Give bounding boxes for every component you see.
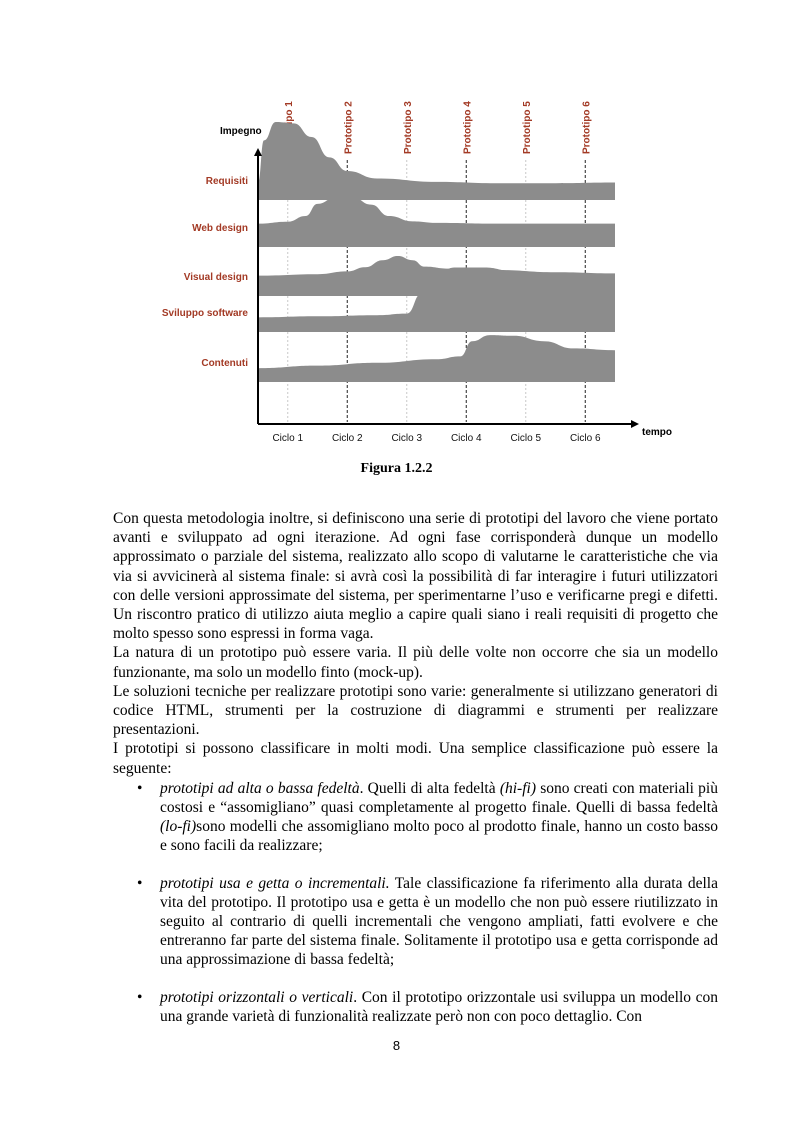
list-item-text: Tale classificazione fa riferimento alla durata della vita del prototipo. Il prototipo usa e getta è un modello che non può essere riutilizzato in seguito al contrario di quelli incrementali che vengono ampliati, fatti evolvere e che entreranno far parte del sistema finale. Solitamente il prototipo usa e getta corrisponde ad una approssimazione di bassa fedeltà; (160, 874, 718, 969)
list-item-title: prototipi usa e getta o incrementali. (160, 874, 390, 892)
prototype-label-2: Prototipo 2 (343, 101, 355, 154)
paragraph-3: Le soluzioni tecniche per realizzare prototipi sono varie: generalmente si utilizzano generatori di codice HTML, strumenti per la costruzione di diagrammi e strumenti per realizzare presentazioni. (113, 682, 718, 739)
cycle-label-5: Ciclo 5 (510, 433, 542, 444)
cycle-label-1: Ciclo 1 (272, 433, 304, 444)
series-label: Visual design (183, 272, 248, 283)
classification-list (113, 779, 718, 1026)
page-number: 8 (392, 1038, 401, 1053)
figure-caption: Figura 1.2.2 (360, 461, 433, 476)
prototype-label-3: Prototipo 3 (402, 101, 414, 154)
list-item-term: (hi-fi) (499, 779, 536, 797)
series-label: Sviluppo software (161, 308, 248, 319)
y-axis-arrow-icon (254, 148, 262, 156)
series-label: Requisiti (205, 176, 248, 187)
prototype-label-4: Prototipo 4 (462, 101, 474, 154)
figure-1-2-2-chart (150, 92, 690, 452)
cycle-label-2: Ciclo 2 (331, 433, 363, 444)
cycle-label-3: Ciclo 3 (391, 433, 423, 444)
paragraph-1: Con questa metodologia inoltre, si definiscono una serie di prototipi del lavoro che viene portato avanti e sviluppato ad ogni iterazione. Ad ogni fase corrisponderà dunque un modello approssimato o parziale del sistema, realizzato allo scopo di valutarne le caratteristiche che via via si avvicinerà al sistema finale: si avrà così la possibilità di far interagire i futuri utilizzatori con delle versioni approssimate del sistema, per sperimentarne l’uso e verificarne pregi e difetti. Un riscontro pratico di utilizzo aiuta meglio a capire quali siano i reali requisiti di progetto che molto spesso sono espressi in forma vaga. (113, 510, 718, 643)
prototype-label-6: Prototipo 6 (581, 101, 593, 154)
list-item-text: . Con il prototipo orizzontale usi sviluppa un modello con una grande varietà di funzionalità realizzate però non con poco dettaglio. Con (160, 988, 718, 1025)
list-item (113, 779, 718, 856)
x-axis-arrow-icon (631, 420, 639, 428)
list-item-text: sono creati con materiali più costosi e “assomigliano” quasi completamente al progetto finale. Quelli di bassa fedeltà (160, 779, 718, 817)
paragraph-2: La natura di un prototipo può essere varia. Il più delle volte non occorre che sia un modello funzionante, ma solo un modello finto (mock-up). (113, 644, 718, 681)
list-item-title: prototipi orizzontali o verticali (160, 988, 354, 1006)
cycle-label-6: Ciclo 6 (569, 433, 601, 444)
bullet-icon: • (137, 988, 143, 1006)
series-band-requisiti (258, 122, 615, 200)
series-band-contenuti (258, 335, 615, 382)
list-item-term: (lo-fi) (160, 818, 197, 836)
series-label: Contenuti (201, 358, 248, 369)
x-axis-label: tempo (642, 427, 672, 438)
list-item-text: . Quelli di alta fedeltà (359, 779, 500, 797)
series-band-web-design (258, 198, 615, 247)
list-item-text: sono modelli che assomigliano molto poco al prodotto finale, hanno un costo basso e sono facili da realizzare; (160, 818, 718, 855)
cycle-label-4: Ciclo 4 (450, 433, 482, 444)
bullet-icon: • (137, 874, 143, 892)
list-item (113, 988, 718, 1026)
prototype-label-5: Prototipo 5 (521, 101, 533, 154)
y-axis-label: Impegno (220, 126, 262, 137)
body-text (113, 509, 718, 1044)
series-label: Web design (192, 223, 248, 234)
list-item (113, 874, 718, 970)
paragraph-4: I prototipi si possono classificare in molti modi. Una semplice classificazione può essere la seguente: (113, 740, 718, 777)
list-item-title: prototipi ad alta o bassa fedeltà (160, 779, 360, 797)
bullet-icon: • (137, 779, 143, 797)
